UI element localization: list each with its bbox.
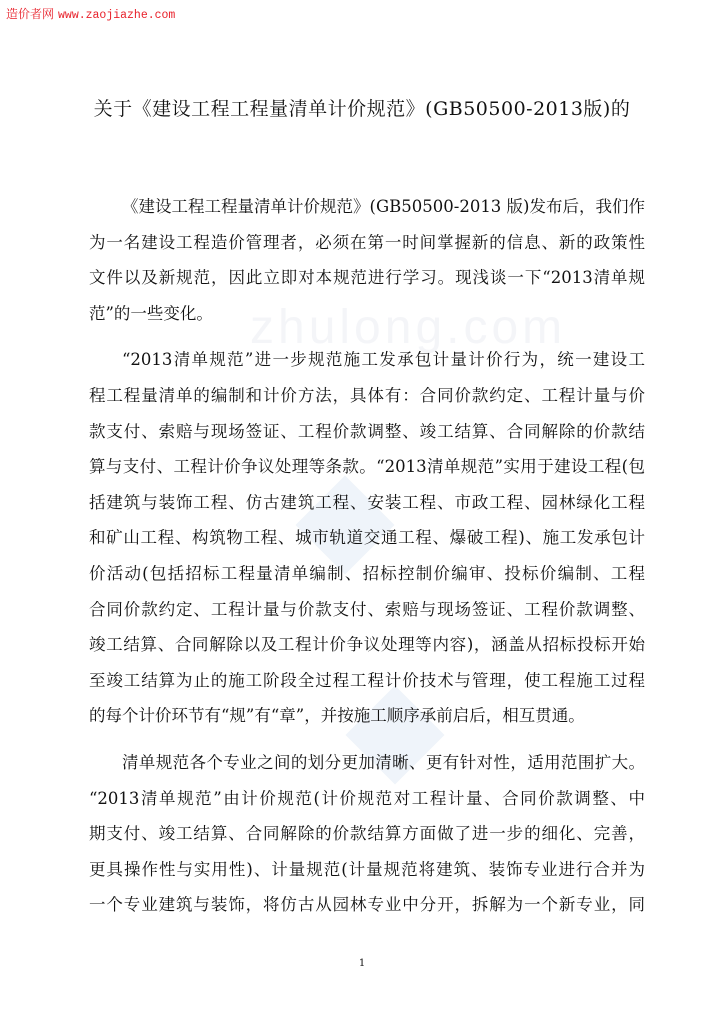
text-line: 《建设工程工程量清单计价规范》(GB50500-2013 版)发布后，我们作: [122, 197, 645, 216]
site-name: 造价者网: [6, 7, 55, 21]
site-url[interactable]: www.zaojiazhe.com: [58, 9, 176, 22]
text-line: 合同价款约定、工程计量与价款支付、索赔与现场签证、工程价款调整、: [89, 599, 645, 619]
text-line: 程工程量清单的编制和计价方法，具体有：合同价款约定、工程计量与价: [89, 385, 645, 405]
paragraph: [89, 749, 645, 927]
site-header[interactable]: [6, 5, 175, 22]
text-line: 款支付、索赔与现场签证、工程价款调整、竣工结算、合同解除的价款结: [89, 421, 645, 441]
paragraph-gap: [89, 738, 645, 749]
text-line: 清单规范各个专业之间的划分更加清晰、更有针对性，适用范围扩大。: [122, 752, 645, 772]
text-line: 括建筑与装饰工程、仿古建筑工程、安装工程、市政工程、园林绿化工程: [89, 492, 645, 512]
text-line: 价活动(包括招标工程量清单编制、招标控制价编审、投标价编制、工程: [89, 563, 645, 583]
text-line: 期支付、竣工结算、合同解除的价款结算方面做了进一步的细化、完善，: [89, 824, 645, 844]
paragraph-gap: [89, 335, 645, 346]
paragraph: [89, 346, 645, 738]
paragraph: [89, 193, 645, 335]
text-line: 文件以及新规范，因此立即对本规范进行学习。现浅谈一下“2013清单规: [89, 268, 645, 288]
page-number: 1: [358, 958, 366, 969]
text-line: “2013清单规范”由计价规范(计价规范对工程计量、合同价款调整、中: [89, 788, 645, 808]
text-line: 的每个计价环节有“规”有“章”，并按施工顺序承前启后，相互贯通。: [89, 706, 585, 726]
text-line: 为一名建设工程造价管理者，必须在第一时间掌握新的信息、新的政策性: [89, 232, 645, 252]
document-title: 关于《建设工程工程量清单计价规范》(GB50500-2013版)的: [93, 98, 631, 120]
text-line: 算与支付、工程计价争议处理等条款。“2013清单规范”实用于建设工程(包: [89, 457, 645, 477]
document-body: [89, 193, 645, 927]
watermark: zhulong.com: [250, 301, 567, 354]
text-line: 更具操作性与实用性)、计量规范(计量规范将建筑、装饰专业进行合并为: [89, 859, 645, 879]
text-line: “2013清单规范”进一步规范施工发承包计量计价行为，统一建设工: [122, 350, 645, 370]
text-line: 至竣工结算为止的施工阶段全过程工程计价技术与管理，使工程施工过程: [89, 670, 645, 690]
text-line: 范”的一些变化。: [89, 303, 213, 323]
text-line: 一个专业建筑与装饰，将仿古从园林专业中分开，拆解为一个新专业，同: [89, 895, 645, 915]
text-line: 竣工结算、合同解除以及工程计价争议处理等内容)，涵盖从招标投标开始: [89, 635, 645, 655]
text-line: 和矿山工程、构筑物工程、城市轨道交通工程、爆破工程)、施工发承包计: [89, 528, 645, 548]
